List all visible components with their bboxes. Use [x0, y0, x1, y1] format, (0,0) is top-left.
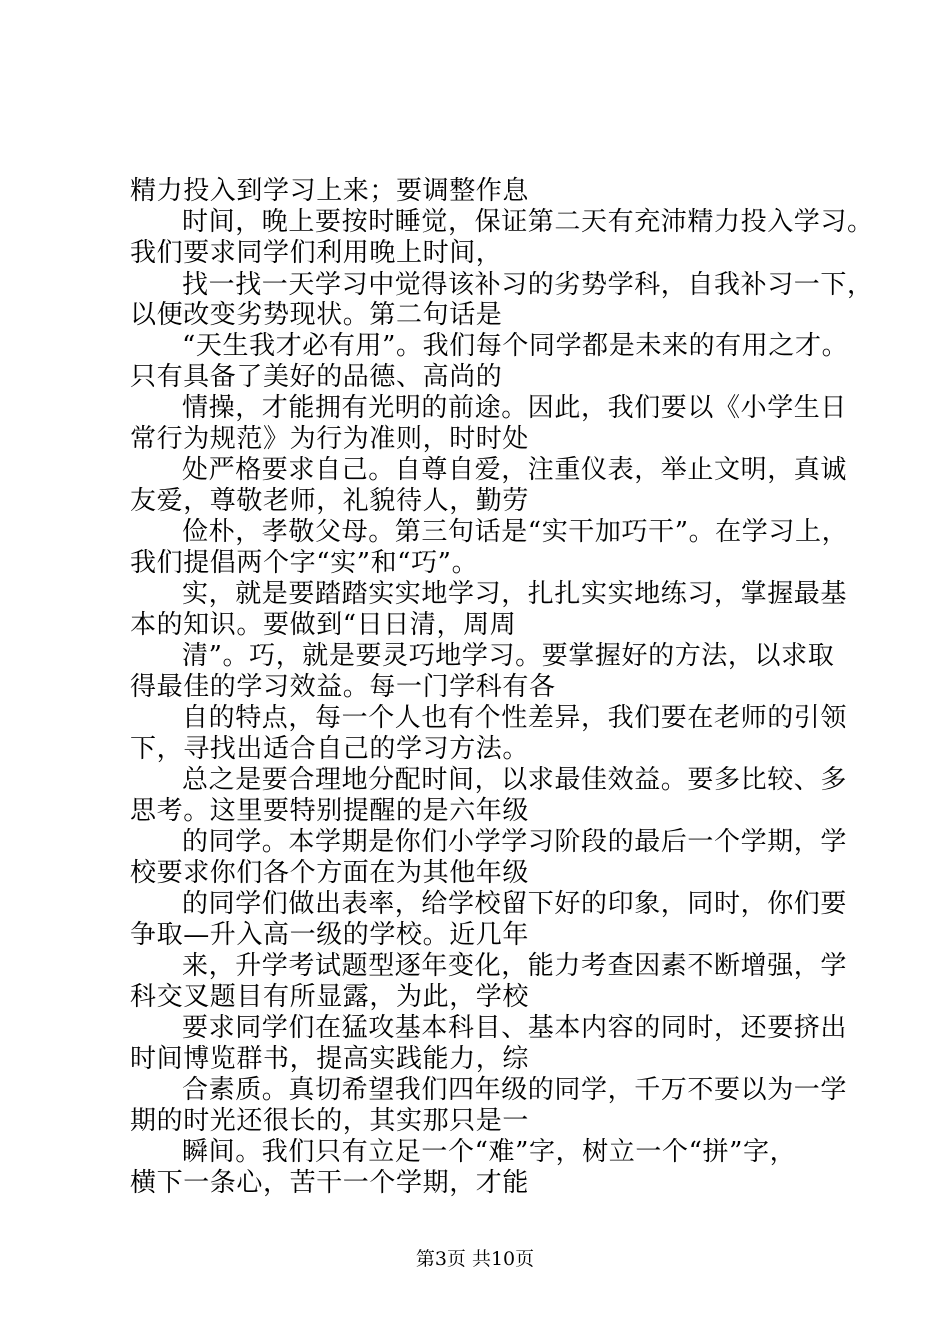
text-line: 处严格要求自己。自尊自爱，注重仪表，举止文明，真诚 [182, 455, 848, 485]
text-line: 实，就是要踏踏实实地学习，扎扎实实地练习，掌握最基 [182, 579, 848, 609]
text-line: 横下一条心，苦干一个学期，才能 [130, 1168, 530, 1198]
text-line: 时间，晚上要按时睡觉，保证第二天有充沛精力投入学习。 [182, 207, 874, 237]
text-line: 自的特点，每一个人也有个性差异，我们要在老师的引领 [182, 703, 848, 733]
text-line: 俭朴，孝敬父母。第三句话是“实干加巧干”。在学习上， [182, 517, 849, 547]
text-line: 精力投入到学习上来；要调整作息 [130, 176, 530, 206]
text-line: 常行为规范》为行为准则，时时处 [130, 424, 530, 454]
text-line: 校要求你们各个方面在为其他年级 [130, 858, 530, 888]
text-line: 合素质。真切希望我们四年级的同学，千万不要以为一学 [182, 1075, 848, 1105]
text-line: 来，升学考试题型逐年变化，能力考查因素不断增强，学 [182, 951, 848, 981]
text-line: 时间博览群书，提高实践能力，综 [130, 1044, 530, 1074]
text-line: 期的时光还很长的，其实那只是一 [130, 1106, 530, 1136]
text-line: 的同学。本学期是你们小学学习阶段的最后一个学期，学 [182, 827, 848, 857]
text-line: 下，寻找出适合自己的学习方法。 [130, 734, 530, 764]
text-line: 只有具备了美好的品德、高尚的 [130, 362, 503, 392]
text-line: 我们提倡两个字“实”和“巧”。 [130, 548, 479, 578]
page-number-footer: 第3页 共10页 [415, 1248, 535, 1270]
text-line: 清”。巧，就是要灵巧地学习。要掌握好的方法，以求取 [182, 641, 835, 671]
text-line: 要求同学们在猛攻基本科目、基本内容的同时，还要挤出 [182, 1013, 848, 1043]
text-line: 以便改变劣势现状。第二句话是 [130, 300, 503, 330]
text-line: 思考。这里要特别提醒的是六年级 [130, 796, 530, 826]
text-line: 情操，才能拥有光明的前途。因此，我们要以《小学生日 [182, 393, 848, 423]
text-line: 争取—升入高一级的学校。近几年 [130, 920, 530, 950]
text-line: 友爱，尊敬老师，礼貌待人，勤劳 [130, 486, 530, 516]
text-line: “天生我才必有用”。我们每个同学都是未来的有用之才。 [182, 331, 849, 361]
text-line: 找一找一天学习中觉得该补习的劣势学科，自我补习一下， [182, 270, 874, 300]
text-line: 科交叉题目有所显露，为此，学校 [130, 982, 530, 1012]
text-line: 得最佳的学习效益。每一门学科有各 [130, 672, 556, 702]
text-line: 我们要求同学们利用晚上时间， [130, 238, 503, 268]
text-line: 本的知识。要做到“日日清，周周 [130, 610, 517, 640]
text-line: 瞬间。我们只有立足一个“难”字，树立一个“拼”字， [182, 1137, 797, 1167]
text-line: 总之是要合理地分配时间，以求最佳效益。要多比较、多 [182, 765, 848, 795]
text-line: 的同学们做出表率，给学校留下好的印象，同时，你们要 [182, 889, 848, 919]
